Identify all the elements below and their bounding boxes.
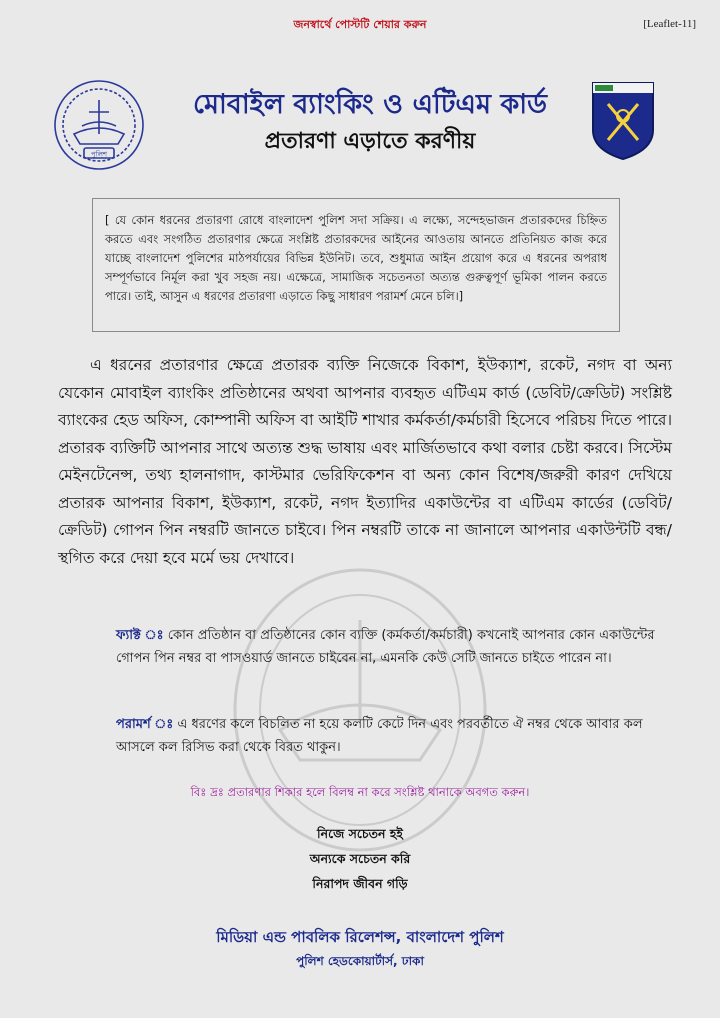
page-subtitle: প্রতারণা এড়াতে করণীয় [264, 129, 476, 154]
motto-line-1: নিজে সচেতন হই [317, 826, 403, 841]
emblem-label: পুলিশ [90, 150, 108, 159]
motto-line-3: নিরাপদ জীবন গড়ি [312, 876, 408, 891]
advice-label: পরামর্শ ঃ [116, 717, 174, 732]
page-title: মোবাইল ব্যাংকিং ও এটিএম কার্ড [193, 89, 547, 120]
unit-badge-icon [590, 80, 656, 162]
motto-line-2: অন্যকে সচেতন করি [309, 851, 411, 866]
department-name: মিডিয়া এন্ড পাবলিক রিলেশন্স, বাংলাদেশ পুলিশ [216, 928, 504, 946]
special-note: বিঃ দ্রঃ প্রতারণার শিকার হলে বিলম্ব না করে সংশ্লিষ্ট থানাকে অবগত করুন। [190, 785, 530, 799]
advice-text: এ ধরণের কলে বিচলিত না হয়ে কলটি কেটে দিন এবং পরবর্তীতে ঐ নম্বর থেকে আবার কল আসলে কল রিসিভ করা থেকে বিরত থাকুন। [116, 717, 643, 755]
fact-section [116, 624, 656, 670]
fact-text: কোন প্রতিষ্ঠান বা প্রতিষ্ঠানের কোন ব্যক্তি (কর্মকর্তা/কর্মচারী) কখনোই আপনার কোন একাউন্টের গোপন পিন নম্বর বা পাসওয়ার্ড জানতে চাইবেন না, এমনকি কেউ সেটি জানতে চাইতে পারেন না। [116, 628, 655, 666]
fact-label: ফ্যাক্ট ঃ [116, 628, 164, 643]
main-paragraph: এ ধরনের প্রতারণার ক্ষেত্রে প্রতারক ব্যক্তি নিজেকে বিকাশ, ইউক্যাশ, রকেট, নগদ বা অন্য যেকোন মোবাইল ব্যাংকিং প্রতিষ্ঠানের অথবা আপনার ব্যবহৃত এটিএম কার্ড (ডেবিট/ক্রেডিট) সংশ্লিষ্ট ব্যাংকের হেড অফিস, কোম্পানী অফিস বা আইটি শাখার কর্মকর্তা/কর্মচারী হিসেবে পরিচয় দিতে পারে। প্রতারক ব্যক্তিটি আপনার সাথে অত্যন্ত শুদ্ধ ভাষায় এবং মার্জিতভাবে কথা বলার চেষ্টা করবে। সিস্টেম মেইনটেনেন্স, তথ্য হালনাগাদ, কাস্টমার ভেরিফিকেশন বা অন্য কোন বিশেষ/জরুরী কারণ দেখিয়ে প্রতারক আপনার বিকাশ, ইউক্যাশ, রকেট, নগদ ইত্যাদির একাউন্টের বা এটিএম কার্ডের (ডেবিট/ক্রেডিট) গোপন পিন নম্বরটি জানতে চাইবে। পিন নম্বরটি তাকে না জানালে আপনার একাউন্টটি বন্ধ/স্থগিত করে দেয়া হবে মর্মে ভয় দেখাবে। [58, 356, 672, 567]
intro-paragraph: [ যে কোন ধরনের প্রতারণা রোধে বাংলাদেশ পুলিশ সদা সক্রিয়। এ লক্ষ্যে, সন্দেহভাজন প্রতারকদের চিহ্নিত করতে এবং সংগঠিত প্রতারণার ক্ষেত্রে সংশ্লিষ্ট প্রতারকদের আইনের আওতায় আনতে প্রতিনিয়ত কাজ করে যাচ্ছে বাংলাদেশ পুলিশের মাঠপর্যায়ের বিভিন্ন ইউনিট। তবে, শুধুমাত্র আইন প্রয়োগ করে এ ধরনের অপরাধ সম্পূর্ণভাবে নির্মূল করা খুব সহজ নয়। এক্ষেত্রে, সামাজিক সচেতনতা অত্যন্ত গুরুত্বপূর্ণ ভূমিকা পালন করতে পারে। তাই, আসুন এ ধরণের প্রতারণা এড়াতে কিছু সাধারণ পরামর্শ মেনে চলি।] [92, 198, 620, 332]
headquarters-name: পুলিশ হেডকোয়ার্টার্স, ঢাকা [296, 954, 424, 968]
share-note: জনস্বার্থে পোস্টটি শেয়ার করুন [293, 18, 427, 31]
leaflet-number: [Leaflet-11] [643, 18, 696, 30]
police-emblem-icon [52, 78, 146, 172]
watermark-seal-icon [220, 560, 500, 860]
advice-section [116, 713, 656, 759]
